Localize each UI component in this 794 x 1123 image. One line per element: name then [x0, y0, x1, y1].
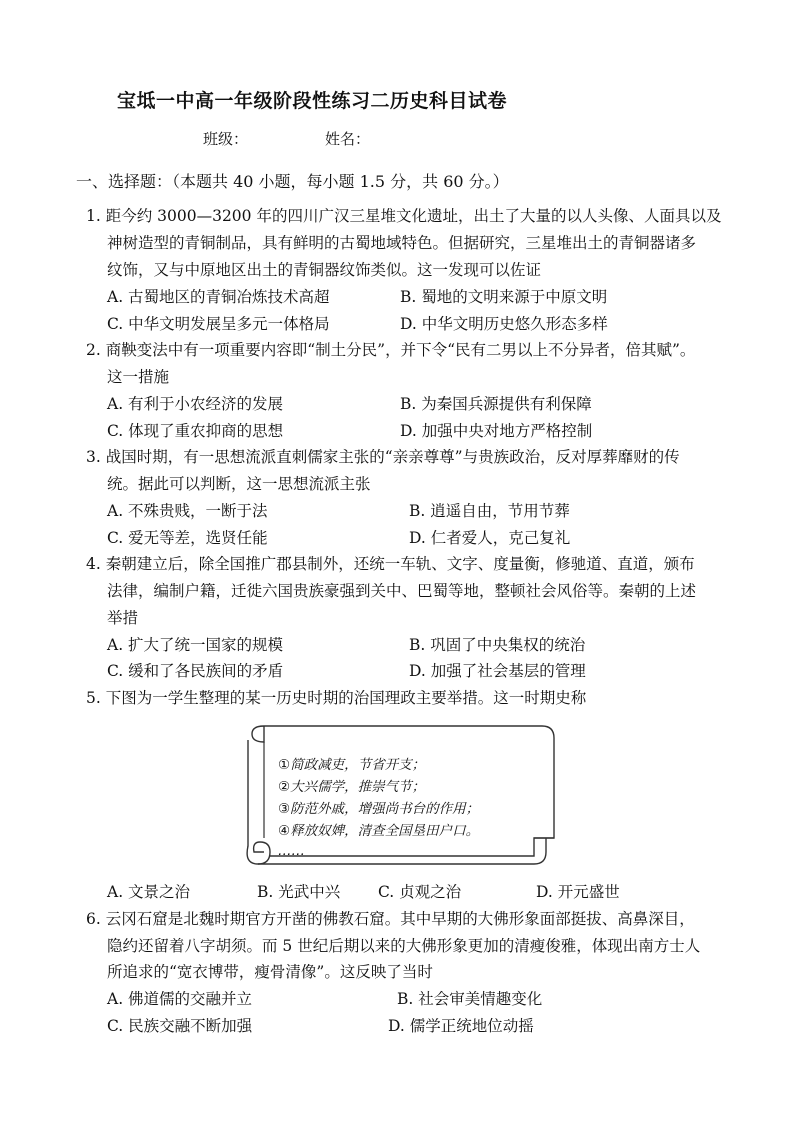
- question-text-line: 纹饰，又与中原地区出土的青铜器纹饰类似。这一发现可以佐证: [107, 261, 542, 279]
- option-a[interactable]: A. 佛道儒的交融并立: [107, 990, 253, 1008]
- question-text-line: 6. 云冈石窟是北魏时期官方开凿的佛教石窟。其中早期的大佛形象面部挺拔、高鼻深目，: [86, 910, 695, 928]
- option-b[interactable]: B. 逍遥自由，节用节葬: [409, 502, 570, 520]
- option-b[interactable]: B. 光武中兴: [257, 883, 341, 901]
- question-text-line: 举措: [107, 609, 139, 627]
- option-c[interactable]: C. 中华文明发展呈多元一体格局: [107, 315, 330, 333]
- option-b[interactable]: B. 社会审美情趣变化: [397, 990, 543, 1008]
- scroll-item: ……: [278, 843, 305, 859]
- option-a[interactable]: A. 文景之治: [107, 883, 191, 901]
- question-text-line: 隐约还留着八字胡须。而 5 世纪后期以来的大佛形象更加的清瘦俊雅，体现出南方士人: [107, 937, 701, 955]
- option-b[interactable]: B. 巩固了中央集权的统治: [409, 636, 586, 654]
- option-d[interactable]: D. 加强了社会基层的管理: [409, 662, 586, 680]
- option-c[interactable]: C. 体现了重农抑商的思想: [107, 422, 284, 440]
- option-b[interactable]: B. 蜀地的文明来源于中原文明: [400, 288, 608, 306]
- question-text-line: 法律，编制户籍，迁徙六国贵族豪强到关中、巴蜀等地，整顿社会风俗等。秦朝的上述: [107, 582, 697, 600]
- question-text-line: 2. 商鞅变法中有一项重要内容即“制土分民”，并下令“民有二男以上不分异者，倍其赋”。: [86, 341, 696, 359]
- option-d[interactable]: D. 加强中央对地方严格控制: [400, 422, 593, 440]
- option-c[interactable]: C. 民族交融不断加强: [107, 1017, 253, 1035]
- option-a[interactable]: A. 不殊贵贱，一断于法: [107, 502, 268, 520]
- question-text-line: 4. 秦朝建立后，除全国推广郡县制外，还统一车轨、文字、度量衡，修驰道、直道，颁布: [86, 555, 695, 573]
- question-text-line: 3. 战国时期，有一思想流派直刺儒家主张的“亲亲尊尊”与贵族政治，反对厚葬靡财的传: [86, 448, 680, 466]
- scroll-item: ③防范外戚，增强尚书台的作用；: [278, 801, 480, 817]
- option-d[interactable]: D. 开元盛世: [536, 883, 620, 901]
- question-text-line: 统。据此可以判断，这一思想流派主张: [107, 475, 371, 493]
- option-a[interactable]: A. 有利于小农经济的发展: [107, 395, 284, 413]
- option-c[interactable]: C. 缓和了各民族间的矛盾: [107, 662, 284, 680]
- option-c[interactable]: C. 贞观之治: [378, 883, 462, 901]
- question-text-line: 这一措施: [107, 368, 170, 386]
- class-label: 班级：: [203, 130, 249, 148]
- scroll-item: ②大兴儒学，推崇气节；: [278, 779, 426, 795]
- scroll-item: ①简政减吏，节省开支；: [278, 757, 426, 773]
- question-text-line: 5. 下图为一学生整理的某一历史时期的治国理政主要举措。这一时期史称: [86, 689, 587, 707]
- option-d[interactable]: D. 仁者爱人，克己复礼: [409, 529, 571, 547]
- page-title: 宝坻一中高一年级阶段性练习二历史科目试卷: [117, 90, 508, 112]
- option-a[interactable]: A. 扩大了统一国家的规模: [107, 636, 284, 654]
- section-heading: 一、选择题：（本题共 40 小题，每小题 1.5 分，共 60 分。）: [76, 172, 509, 191]
- question-text-line: 神树造型的青铜制品，具有鲜明的古蜀地域特色。但据研究，三星堆出土的青铜器诸多: [107, 234, 697, 252]
- option-b[interactable]: B. 为秦国兵源提供有利保障: [400, 395, 592, 413]
- scroll-item: ④释放奴婢，清查全国垦田户口。: [278, 823, 480, 839]
- question-text-line: 1. 距今约 3000—3200 年的四川广汉三星堆文化遗址，出土了大量的以人头像、人面具以及: [86, 207, 722, 225]
- option-d[interactable]: D. 中华文明历史悠久形态多样: [400, 315, 608, 333]
- option-a[interactable]: A. 古蜀地区的青铜冶炼技术高超: [107, 288, 330, 306]
- option-d[interactable]: D. 儒学正统地位动摇: [388, 1017, 534, 1035]
- option-c[interactable]: C. 爱无等差，选贤任能: [107, 529, 268, 547]
- question-text-line: 所追求的“宽衣博带，瘦骨清像”。这反映了当时: [107, 963, 433, 981]
- name-label: 姓名：: [325, 130, 371, 148]
